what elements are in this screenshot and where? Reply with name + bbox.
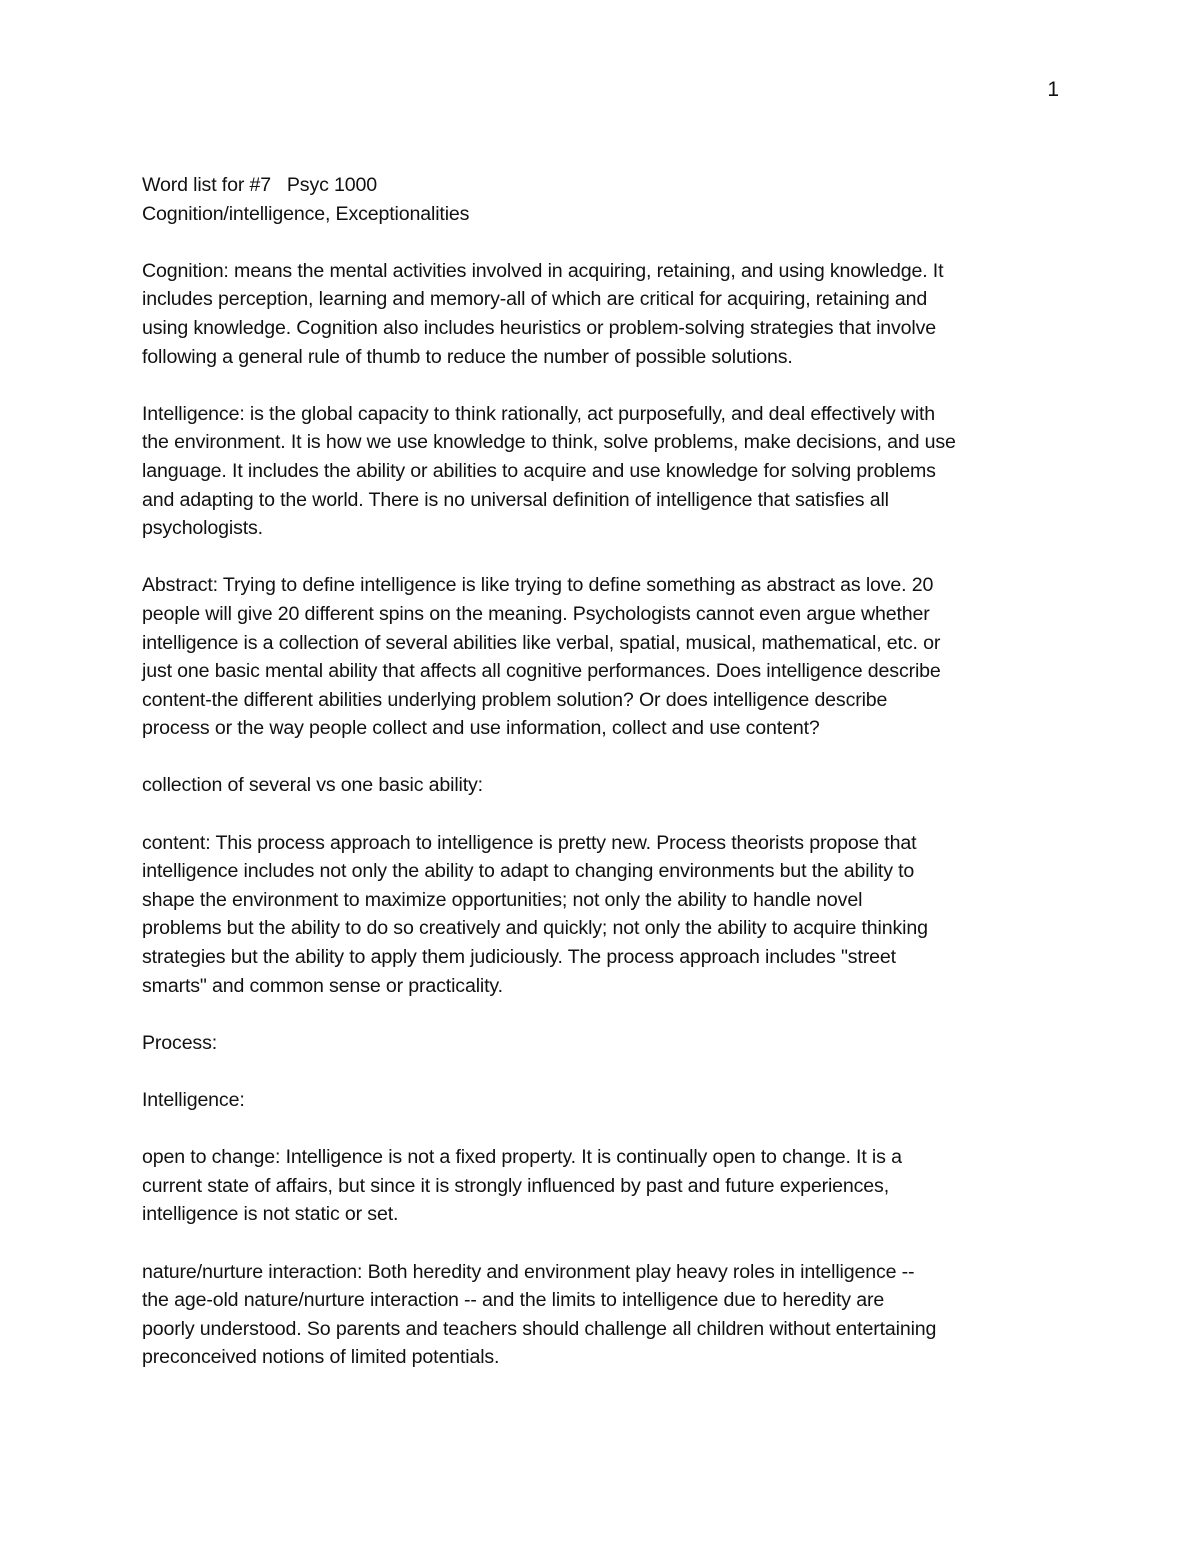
process-paragraph: [142, 1029, 1062, 1058]
document-subtitle: Cognition/intelligence, Exceptionalities: [142, 202, 470, 225]
text-line: open to change: Intelligence is not a fixed property. It is continually open to change. It is a: [142, 1146, 902, 1169]
text-line: content-the different abilities underlying problem solution? Or does intelligence describe: [142, 688, 888, 711]
text-line: nature/nurture interaction: Both heredity and environment play heavy roles in intelligence --: [142, 1260, 915, 1283]
page-number: 1: [1047, 78, 1059, 101]
text-line: collection of several vs one basic ability:: [142, 774, 483, 797]
text-line: the environment. It is how we use knowledge to think, solve problems, make decisions, and use: [142, 431, 956, 454]
text-line: current state of affairs, but since it is strongly influenced by past and future experiences,: [142, 1174, 889, 1197]
text-line: shape the environment to maximize opportunities; not only the ability to handle novel: [142, 888, 863, 911]
text-line: Process:: [142, 1031, 218, 1054]
text-line: just one basic mental ability that affects all cognitive performances. Does intelligence describe: [142, 660, 941, 683]
content-paragraph: [142, 829, 1062, 1001]
text-line: following a general rule of thumb to reduce the number of possible solutions.: [142, 345, 793, 368]
text-line: using knowledge. Cognition also includes heuristics or problem-solving strategies that involve: [142, 316, 937, 339]
nature-nurture-paragraph: [142, 1258, 1062, 1372]
text-line: smarts" and common sense or practicality.: [142, 974, 503, 997]
text-line: problems but the ability to do so creatively and quickly; not only the ability to acquire thinking: [142, 917, 928, 940]
text-line: intelligence includes not only the ability to adapt to changing environments but the ability to: [142, 860, 915, 883]
text-line: Cognition: means the mental activities involved in acquiring, retaining, and using knowledge. It: [142, 259, 944, 282]
text-line: language. It includes the ability or abilities to acquire and use knowledge for solving problems: [142, 459, 936, 482]
abstract-paragraph: [142, 571, 1062, 743]
text-line: intelligence is not static or set.: [142, 1203, 399, 1226]
document-body: [142, 171, 1062, 1401]
text-line: Abstract: Trying to define intelligence is like trying to define something as abstract as love. 20: [142, 574, 934, 597]
text-line: content: This process approach to intelligence is pretty new. Process theorists propose that: [142, 831, 917, 854]
text-line: Intelligence: is the global capacity to think rationally, act purposefully, and deal effectively with: [142, 402, 936, 425]
collection-paragraph: [142, 771, 1062, 800]
document-title: Word list for #7 Psyc 1000: [142, 174, 378, 196]
text-line: and adapting to the world. There is no universal definition of intelligence that satisfies all: [142, 488, 889, 511]
text-line: the age-old nature/nurture interaction -- and the limits to intelligence due to heredity are: [142, 1289, 885, 1312]
text-line: process or the way people collect and use information, collect and use content?: [142, 717, 820, 740]
text-line: includes perception, learning and memory-all of which are critical for acquiring, retaining and: [142, 288, 928, 311]
document-header: [142, 171, 1062, 228]
text-line: poorly understood. So parents and teachers should challenge all children without entertaining: [142, 1317, 937, 1340]
text-line: people will give 20 different spins on the meaning. Psychologists cannot even argue whether: [142, 602, 930, 625]
intelligence-paragraph: [142, 400, 1062, 543]
intelligence-heading-paragraph: [142, 1086, 1062, 1115]
text-line: preconceived notions of limited potentials.: [142, 1346, 500, 1369]
text-line: intelligence is a collection of several abilities like verbal, spatial, musical, mathematical, etc. or: [142, 631, 941, 654]
text-line: psychologists.: [142, 517, 263, 540]
text-line: Intelligence:: [142, 1089, 245, 1111]
text-line: strategies but the ability to apply them judiciously. The process approach includes "street: [142, 946, 896, 969]
cognition-paragraph: [142, 257, 1062, 371]
open-to-change-paragraph: [142, 1143, 1062, 1229]
paragraph-list: [142, 257, 1062, 1372]
